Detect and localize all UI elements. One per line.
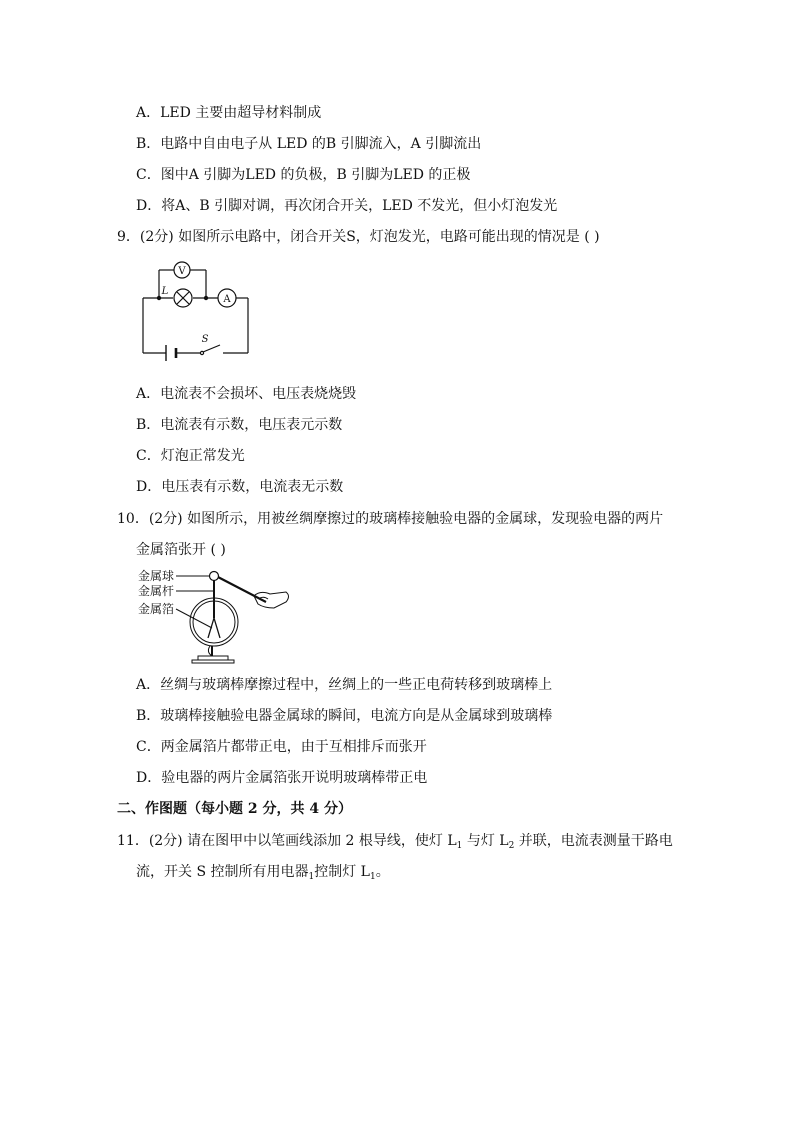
q11-sub-2: 2 bbox=[508, 841, 515, 851]
q10-option-a: A．丝绸与玻璃棒摩擦过程中，丝绸上的一些正电荷转移到玻璃棒上 bbox=[136, 677, 553, 693]
q8-option-d: D．将A、B 引脚对调，再次闭合开关，LED 不发光，但小灯泡发光 bbox=[136, 198, 558, 214]
q11-stem-line1 bbox=[117, 832, 673, 855]
q10-stem-line1: 10．(2分) 如图所示，用被丝绸摩擦过的玻璃棒接触验电器的金属球，发现验电器的两片 bbox=[117, 511, 664, 527]
q10-option-c: C．两金属箔片都带正电，由于互相排斥而张开 bbox=[136, 739, 427, 755]
q11-sub-1: 1 bbox=[456, 841, 463, 851]
q10-option-d: D．验电器的两片金属箔张开说明玻璃棒带正电 bbox=[136, 770, 428, 786]
switch-label: S bbox=[201, 334, 209, 345]
q11-line2-text-2: 控制灯 L bbox=[314, 864, 370, 880]
q11-line2-text-1: 流，开关 S 控制所有用电器 bbox=[136, 864, 309, 880]
ammeter-label: A bbox=[223, 294, 231, 305]
voltmeter-label: V bbox=[178, 266, 186, 277]
q11-line2-text-3: 。 bbox=[375, 864, 390, 880]
q8-option-b: B．电路中自由电子从 LED 的B 引脚流入，A 引脚流出 bbox=[136, 136, 482, 152]
q11-text-3: 并联，电流表测量干路电 bbox=[514, 833, 673, 849]
q10-electroscope-diagram bbox=[136, 566, 296, 666]
q10-option-b: B．玻璃棒接触验电器金属球的瞬间，电流方向是从金属球到玻璃棒 bbox=[136, 708, 553, 724]
q11-stem-line2 bbox=[136, 863, 390, 886]
label-metal-ball: 金属球 bbox=[138, 569, 175, 583]
lamp-label: L bbox=[161, 286, 169, 297]
q9-stem: 9．(2分) 如图所示电路中，闭合开关S，灯泡发光，电路可能出现的情况是 ( ) bbox=[117, 229, 600, 245]
q9-option-b: B．电流表有示数，电压表元示数 bbox=[136, 417, 343, 433]
q10-stem-line2: 金属箔张开 ( ) bbox=[136, 542, 226, 558]
q8-option-c: C．图中A 引脚为LED 的负极，B 引脚为LED 的正极 bbox=[136, 167, 471, 183]
q9-option-a: A．电流表不会损坏、电压表烧烧毁 bbox=[136, 386, 357, 402]
q11-line2-sub-2: 1 bbox=[369, 872, 376, 882]
q11-line2-sub-1: 1 bbox=[308, 872, 315, 882]
q9-option-c: C．灯泡正常发光 bbox=[136, 448, 245, 464]
q11-text-1: 11．(2分) 请在图甲中以笔画线添加 2 根导线，使灯 L bbox=[117, 833, 457, 849]
label-metal-foil: 金属箔 bbox=[138, 602, 175, 616]
section-2-title: 二、作图题（每小题 2 分，共 4 分） bbox=[117, 801, 352, 817]
q8-option-a: A．LED 主要由超导材料制成 bbox=[136, 105, 322, 121]
q11-text-2: 与灯 L bbox=[462, 833, 509, 849]
q9-option-d: D．电压表有示数，电流表无示数 bbox=[136, 479, 344, 495]
q9-circuit-diagram bbox=[138, 256, 258, 364]
label-metal-rod: 金属杆 bbox=[138, 584, 175, 598]
